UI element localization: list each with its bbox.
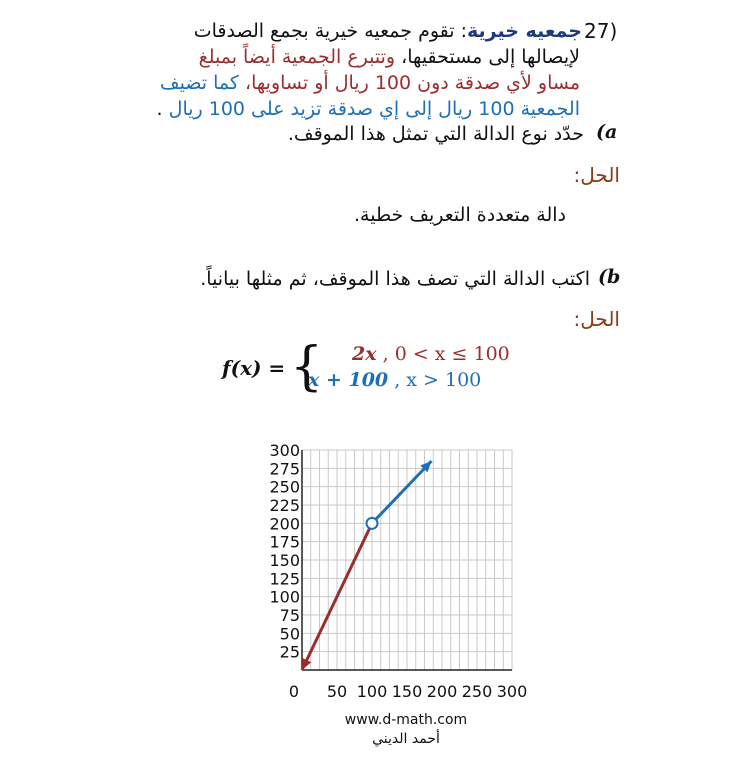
- part-a-letter: a): [596, 121, 618, 143]
- y-tick-label: 225: [269, 496, 300, 515]
- formula-brace: {: [290, 337, 324, 397]
- chart-grid: [302, 450, 512, 670]
- x-tick-label: 100: [356, 682, 388, 701]
- x-tick-label: 250: [461, 682, 493, 701]
- case-1-expr: 2x: [352, 343, 377, 365]
- question-line-3-blue: كما تضيف: [159, 72, 239, 94]
- footer-author: أحمد الديني: [372, 731, 440, 747]
- open-circle-point: [367, 518, 378, 529]
- case-2-expr: x + 100: [308, 369, 389, 391]
- part-a-answer: دالة متعددة التعريف خطية.: [354, 204, 566, 226]
- y-tick-label: 150: [269, 551, 300, 570]
- y-tick-label: 100: [269, 587, 300, 607]
- y-tick-label: 300: [269, 441, 300, 460]
- title-colon: :: [460, 20, 468, 42]
- x-tick-label: 300: [496, 682, 528, 701]
- y-tick-label: 200: [269, 514, 300, 534]
- formula-lhs: f(x) =: [222, 356, 286, 380]
- x-tick-label: 200: [426, 682, 458, 701]
- question-line-4-blue: الجمعية 100 ريال إلى إي صدقة تزيد على 100 ريال: [168, 98, 580, 120]
- question-line-1-rest: تقوم جمعيه خيرية بجمع الصدقات: [193, 20, 455, 42]
- footer-site: www.d-math.com: [344, 712, 468, 728]
- y-tick-label: 250: [269, 477, 300, 497]
- part-b-text: اكتب الدالة التي تصف هذا الموقف، ثم مثلها بيانياً.: [200, 268, 590, 290]
- part-a-text: حدّد نوع الدالة التي تمثل هذا الموقف.: [287, 123, 584, 145]
- question-line-3-red: مساو لأي صدقة دون 100 ريال أو تساويها،: [245, 72, 580, 94]
- case-2-cond: , x > 100: [394, 369, 482, 391]
- x-tick-label: 0: [288, 682, 300, 701]
- x-tick-label: 50: [326, 682, 348, 701]
- x-tick-label: 150: [391, 682, 423, 701]
- question-number: 27): [584, 19, 618, 43]
- y-tick-label: 75: [279, 606, 300, 625]
- case-1-cond: , 0 < x ≤ 100: [382, 343, 510, 365]
- y-tick-label: 175: [269, 532, 300, 552]
- part-b-solution-label: الحل:: [573, 307, 620, 331]
- part-a-solution-label: الحل:: [573, 163, 620, 187]
- y-tick-label: 275: [269, 459, 300, 479]
- question-line-2-red: وتتبرع الجمعية أيضاً بمبلغ: [198, 46, 396, 68]
- question-title: جمعيه خيرية: [467, 20, 582, 42]
- y-tick-label: 125: [269, 569, 300, 589]
- y-tick-label: 50: [279, 624, 300, 644]
- question-line-2-black: لإيصالها إلى مستحقيها،: [401, 46, 580, 68]
- y-tick-label: 25: [279, 642, 300, 662]
- question-line-4-end: .: [156, 98, 163, 120]
- chart-series: [302, 461, 432, 670]
- part-b-letter: b): [598, 266, 621, 288]
